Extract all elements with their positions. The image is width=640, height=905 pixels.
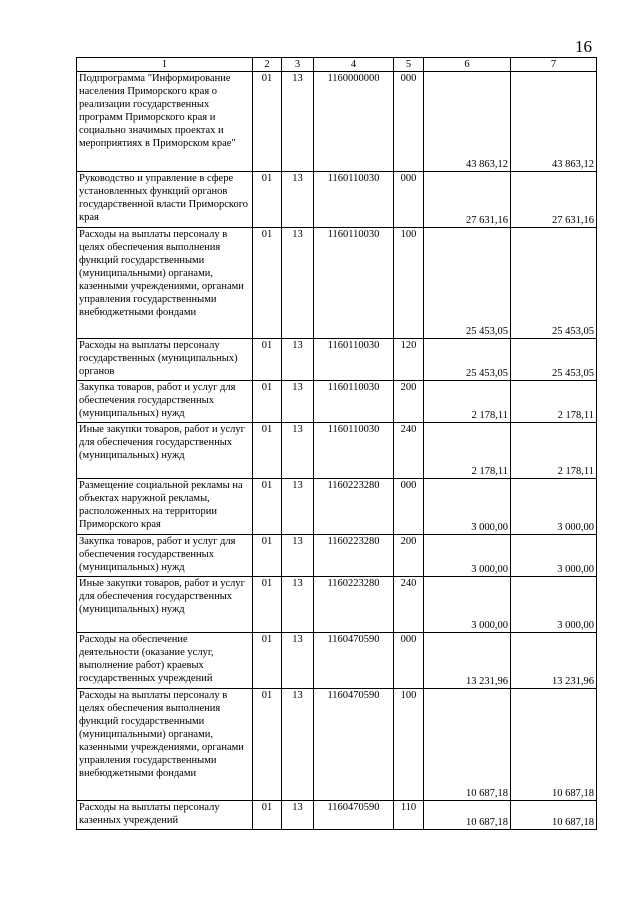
- section-code: 01: [253, 577, 282, 633]
- column-header: 4: [314, 58, 394, 72]
- expense-name: Иные закупки товаров, работ и услуг для обеспечения государственных (муниципальных) нужд: [77, 577, 253, 633]
- column-header: 2: [253, 58, 282, 72]
- section-code: 01: [253, 381, 282, 423]
- subsection-code: 13: [282, 339, 314, 381]
- subsection-code: 13: [282, 689, 314, 801]
- amount-col7: 25 453,05: [511, 228, 597, 339]
- target-article-code: 1160110030: [314, 423, 394, 479]
- amount-col6: 2 178,11: [424, 423, 511, 479]
- subsection-code: 13: [282, 479, 314, 535]
- table-row: [77, 381, 597, 423]
- amount-col7: 25 453,05: [511, 339, 597, 381]
- column-header: 6: [424, 58, 511, 72]
- amount-col6: 25 453,05: [424, 228, 511, 339]
- column-header: 5: [394, 58, 424, 72]
- expense-type-code: 200: [394, 381, 424, 423]
- amount-col7: 3 000,00: [511, 577, 597, 633]
- expense-name: Расходы на выплаты персоналу в целях обеспечения выполнения функций государственными (муниципальными) органами, казенными учреждениями, органами управления государственными внебюджетными фондами: [77, 228, 253, 339]
- section-code: 01: [253, 172, 282, 228]
- amount-col6: 2 178,11: [424, 381, 511, 423]
- subsection-code: 13: [282, 801, 314, 830]
- expense-name: Расходы на выплаты персоналу казенных учреждений: [77, 801, 253, 830]
- column-header: 7: [511, 58, 597, 72]
- amount-col6: 25 453,05: [424, 339, 511, 381]
- target-article-code: 1160000000: [314, 72, 394, 172]
- amount-col6: 10 687,18: [424, 689, 511, 801]
- amount-col6: 13 231,96: [424, 633, 511, 689]
- target-article-code: 1160223280: [314, 479, 394, 535]
- table-row: [77, 535, 597, 577]
- expense-name: Расходы на обеспечение деятельности (оказание услуг, выполнение работ) краевых государственных учреждений: [77, 633, 253, 689]
- expense-name: Расходы на выплаты персоналу государственных (муниципальных) органов: [77, 339, 253, 381]
- table-row: [77, 633, 597, 689]
- table-row: [77, 577, 597, 633]
- amount-col7: 43 863,12: [511, 72, 597, 172]
- expense-type-code: 000: [394, 172, 424, 228]
- subsection-code: 13: [282, 228, 314, 339]
- subsection-code: 13: [282, 381, 314, 423]
- amount-col7: 2 178,11: [511, 423, 597, 479]
- amount-col7: 3 000,00: [511, 479, 597, 535]
- target-article-code: 1160470590: [314, 633, 394, 689]
- expense-name: Иные закупки товаров, работ и услуг для обеспечения государственных (муниципальных) нужд: [77, 423, 253, 479]
- column-header: 1: [77, 58, 253, 72]
- table-row: [77, 339, 597, 381]
- expense-type-code: 200: [394, 535, 424, 577]
- section-code: 01: [253, 339, 282, 381]
- amount-col6: 3 000,00: [424, 479, 511, 535]
- subsection-code: 13: [282, 633, 314, 689]
- expense-type-code: 120: [394, 339, 424, 381]
- amount-col7: 10 687,18: [511, 801, 597, 830]
- table-row: [77, 689, 597, 801]
- amount-col7: 10 687,18: [511, 689, 597, 801]
- amount-col6: 3 000,00: [424, 535, 511, 577]
- section-code: 01: [253, 423, 282, 479]
- table-row: [77, 801, 597, 830]
- expense-type-code: 110: [394, 801, 424, 830]
- page-number: 16: [575, 37, 592, 56]
- table-row: [77, 228, 597, 339]
- column-header: 3: [282, 58, 314, 72]
- amount-col6: 27 631,16: [424, 172, 511, 228]
- expense-name: Закупка товаров, работ и услуг для обеспечения государственных (муниципальных) нужд: [77, 381, 253, 423]
- section-code: 01: [253, 228, 282, 339]
- subsection-code: 13: [282, 577, 314, 633]
- header-row: [77, 58, 597, 72]
- target-article-code: 1160110030: [314, 228, 394, 339]
- amount-col6: 3 000,00: [424, 577, 511, 633]
- target-article-code: 1160470590: [314, 801, 394, 830]
- expense-name: Размещение социальной рекламы на объектах наружной рекламы, расположенных на территории Приморского края: [77, 479, 253, 535]
- table-row: [77, 479, 597, 535]
- target-article-code: 1160470590: [314, 689, 394, 801]
- expense-name: Расходы на выплаты персоналу в целях обеспечения выполнения функций государственными (муниципальными) органами, казенными учреждениями, органами управления государственными внебюджетными фондами: [77, 689, 253, 801]
- target-article-code: 1160110030: [314, 381, 394, 423]
- subsection-code: 13: [282, 172, 314, 228]
- subsection-code: 13: [282, 535, 314, 577]
- amount-col6: 43 863,12: [424, 72, 511, 172]
- section-code: 01: [253, 633, 282, 689]
- expense-type-code: 000: [394, 72, 424, 172]
- amount-col7: 2 178,11: [511, 381, 597, 423]
- table-row: [77, 423, 597, 479]
- amount-col7: 27 631,16: [511, 172, 597, 228]
- section-code: 01: [253, 72, 282, 172]
- expense-type-code: 000: [394, 633, 424, 689]
- expense-name: Подпрограмма "Информирование населения Приморского края о реализации государственных программ Приморского края и социально значимых проектах и мероприятиях в Приморском крае": [77, 72, 253, 172]
- section-code: 01: [253, 479, 282, 535]
- expense-name: Руководство и управление в сфере установленных функций органов государственной власти Приморского края: [77, 172, 253, 228]
- target-article-code: 1160223280: [314, 535, 394, 577]
- expense-type-code: 240: [394, 577, 424, 633]
- expense-type-code: 100: [394, 689, 424, 801]
- expense-type-code: 000: [394, 479, 424, 535]
- target-article-code: 1160110030: [314, 172, 394, 228]
- subsection-code: 13: [282, 423, 314, 479]
- table-row: [77, 172, 597, 228]
- table-row: [77, 72, 597, 172]
- budget-table: [76, 57, 597, 830]
- target-article-code: 1160110030: [314, 339, 394, 381]
- expense-type-code: 100: [394, 228, 424, 339]
- section-code: 01: [253, 801, 282, 830]
- expense-type-code: 240: [394, 423, 424, 479]
- target-article-code: 1160223280: [314, 577, 394, 633]
- section-code: 01: [253, 689, 282, 801]
- amount-col7: 13 231,96: [511, 633, 597, 689]
- amount-col7: 3 000,00: [511, 535, 597, 577]
- subsection-code: 13: [282, 72, 314, 172]
- section-code: 01: [253, 535, 282, 577]
- amount-col6: 10 687,18: [424, 801, 511, 830]
- expense-name: Закупка товаров, работ и услуг для обеспечения государственных (муниципальных) нужд: [77, 535, 253, 577]
